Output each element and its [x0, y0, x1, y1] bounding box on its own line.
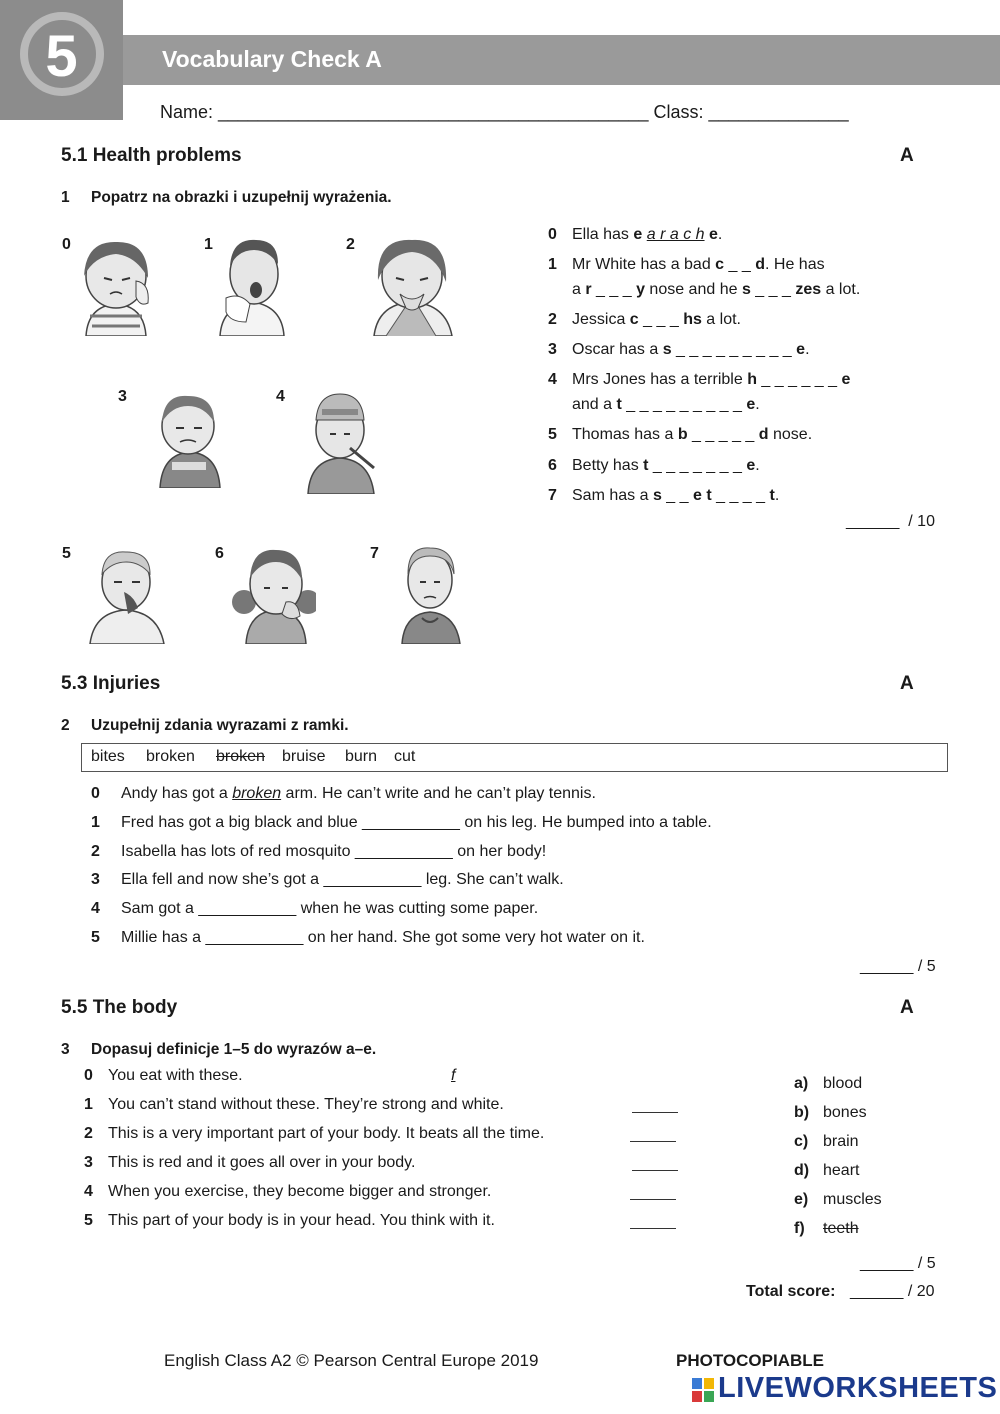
- exercise-number: 1: [61, 189, 70, 206]
- definition-0: You eat with these.: [108, 1067, 243, 1084]
- score-box[interactable]: ______ / 5: [860, 958, 936, 975]
- item-number: 0: [84, 1067, 93, 1084]
- option-letter: c): [794, 1133, 809, 1150]
- answer-blank[interactable]: [632, 1170, 678, 1171]
- sentence-7[interactable]: Sam has a s _ _ e t _ _ _ _ t.: [572, 487, 780, 504]
- definition-1: You can’t stand without these. They’re strong and white.: [108, 1096, 504, 1113]
- item-number: 4: [84, 1183, 93, 1200]
- word-box: [81, 743, 948, 772]
- section-level-letter: A: [900, 673, 914, 694]
- option-letter: f): [794, 1220, 805, 1237]
- exercise-instruction: Dopasuj definicje 1–5 do wyrazów a–e.: [91, 1041, 377, 1058]
- score-box[interactable]: ______ / 10: [846, 513, 935, 530]
- definition-3: This is red and it goes all over in your body.: [108, 1154, 416, 1171]
- section-level-letter: A: [900, 145, 914, 166]
- illustration-headache-temperature: [300, 390, 382, 494]
- item-number: 3: [84, 1154, 93, 1171]
- example-answer: a r a c h: [646, 226, 705, 243]
- option-word: bones: [823, 1104, 867, 1121]
- illustration-bleeding-nose: [86, 548, 168, 644]
- sentence-1-line1[interactable]: Mr White has a bad c _ _ d. He has: [572, 256, 825, 273]
- picture-label: 3: [118, 388, 127, 405]
- illustration-stomach-ache: [148, 392, 230, 488]
- word-box-item: cut: [394, 748, 416, 765]
- option-word-used: teeth: [823, 1220, 859, 1237]
- photocopiable-label: PHOTOCOPIABLE: [676, 1351, 824, 1370]
- word-box-item: bites: [91, 748, 125, 765]
- illustration-sore-throat: [398, 544, 462, 644]
- sentence-5[interactable]: Thomas has a b _ _ _ _ _ d nose.: [572, 426, 813, 443]
- answer-blank[interactable]: [630, 1141, 676, 1142]
- item-number: 6: [548, 457, 557, 474]
- picture-label: 5: [62, 545, 71, 562]
- answer-blank[interactable]: [630, 1228, 676, 1229]
- item-number: 4: [548, 371, 557, 388]
- item-number: 0: [548, 226, 557, 243]
- item-number: 1: [548, 256, 557, 273]
- option-word: brain: [823, 1133, 859, 1150]
- injury-sentence-2[interactable]: Isabella has lots of red mosquito ___________ on her body!: [121, 843, 547, 860]
- sentence-2[interactable]: Jessica c _ _ _ hs a lot.: [572, 311, 741, 328]
- picture-label: 4: [276, 388, 285, 405]
- item-number: 7: [548, 487, 557, 504]
- sentence-3[interactable]: Oscar has a s _ _ _ _ _ _ _ _ _ e.: [572, 341, 810, 358]
- answer-blank[interactable]: [632, 1112, 678, 1113]
- unit-badge: [0, 0, 123, 120]
- option-letter: b): [794, 1104, 810, 1121]
- sentence-4-line1[interactable]: Mrs Jones has a terrible h _ _ _ _ _ _ e: [572, 371, 851, 388]
- item-number: 2: [548, 311, 557, 328]
- item-number: 5: [91, 929, 100, 946]
- option-letter: e): [794, 1191, 809, 1208]
- injury-sentence-3[interactable]: Ella fell and now she’s got a ___________ leg. She can’t walk.: [121, 871, 564, 888]
- item-number: 5: [548, 426, 557, 443]
- definition-2: This is a very important part of your body. It beats all the time.: [108, 1125, 545, 1142]
- word-box-item-used: broken: [216, 748, 265, 765]
- option-word: heart: [823, 1162, 860, 1179]
- exercise-number: 3: [61, 1041, 70, 1058]
- liveworksheets-logo-icon: [692, 1378, 714, 1402]
- item-number: 5: [84, 1212, 93, 1229]
- injury-sentence-0: Andy has got a broken arm. He can’t write and he can’t play tennis.: [121, 785, 596, 802]
- picture-label: 7: [370, 545, 379, 562]
- exercise-instruction: Uzupełnij zdania wyrazami z ramki.: [91, 717, 349, 734]
- unit-number: 5: [45, 24, 78, 89]
- option-letter: d): [794, 1162, 810, 1179]
- item-number: 3: [91, 871, 100, 888]
- sentence-0: Ella has e a r a c h e.: [572, 226, 723, 243]
- example-answer: broken: [232, 785, 282, 802]
- injury-sentence-1[interactable]: Fred has got a big black and blue ___________ on his leg. He bumped into a table.: [121, 814, 712, 831]
- option-letter: a): [794, 1075, 809, 1092]
- total-score-label: Total score:: [746, 1283, 836, 1300]
- answer-blank[interactable]: [630, 1199, 676, 1200]
- word-box-item: bruise: [282, 748, 326, 765]
- item-number: 2: [91, 843, 100, 860]
- name-class-line[interactable]: Name: ___________________________________________ Class: ______________: [160, 102, 849, 122]
- item-number: 2: [84, 1125, 93, 1142]
- sentence-1-line2[interactable]: a r _ _ _ y nose and he s _ _ _ zes a lot.: [572, 281, 861, 298]
- item-number: 0: [91, 785, 100, 802]
- page-title: Vocabulary Check A: [162, 46, 382, 72]
- title-bar: [123, 35, 1000, 85]
- word-box-item: burn: [345, 748, 378, 765]
- picture-label: 6: [215, 545, 224, 562]
- option-word: muscles: [823, 1191, 882, 1208]
- item-number: 1: [84, 1096, 93, 1113]
- picture-label: 2: [346, 236, 355, 253]
- definition-5: This part of your body is in your head. You think with it.: [108, 1212, 495, 1229]
- item-number: 3: [548, 341, 557, 358]
- exercise-number: 2: [61, 717, 70, 734]
- picture-label: 1: [204, 236, 213, 253]
- item-number: 1: [91, 814, 100, 831]
- liveworksheets-brand[interactable]: LIVEWORKSHEETS: [718, 1372, 998, 1404]
- injury-sentence-5[interactable]: Millie has a ___________ on her hand. She got some very hot water on it.: [121, 929, 645, 946]
- section-title-body: 5.5 The body: [61, 997, 178, 1018]
- illustration-cold: [212, 236, 292, 336]
- item-number: 4: [91, 900, 100, 917]
- sentence-6[interactable]: Betty has t _ _ _ _ _ _ _ e.: [572, 457, 760, 474]
- illustration-earache: [76, 236, 156, 336]
- injury-sentence-4[interactable]: Sam got a ___________ when he was cutting some paper.: [121, 900, 539, 917]
- illustration-toothache: [232, 546, 316, 644]
- example-answer: f: [451, 1067, 456, 1084]
- section-title-injuries: 5.3 Injuries: [61, 673, 161, 694]
- total-score-box[interactable]: ______ / 20: [850, 1283, 935, 1300]
- exercise-instruction: Popatrz na obrazki i uzupełnij wyrażenia.: [91, 189, 392, 206]
- definition-4: When you exercise, they become bigger and stronger.: [108, 1183, 492, 1200]
- word-box-item: broken: [146, 748, 195, 765]
- score-box[interactable]: ______ / 5: [860, 1255, 936, 1272]
- sentence-4-line2[interactable]: and a t _ _ _ _ _ _ _ _ _ e.: [572, 396, 760, 413]
- option-word: blood: [823, 1075, 863, 1092]
- illustration-cough: [366, 236, 458, 336]
- picture-label: 0: [62, 236, 71, 253]
- section-level-letter: A: [900, 997, 914, 1018]
- section-title-health: 5.1 Health problems: [61, 145, 242, 166]
- copyright-text: English Class A2 © Pearson Central Europe 2019: [164, 1351, 539, 1370]
